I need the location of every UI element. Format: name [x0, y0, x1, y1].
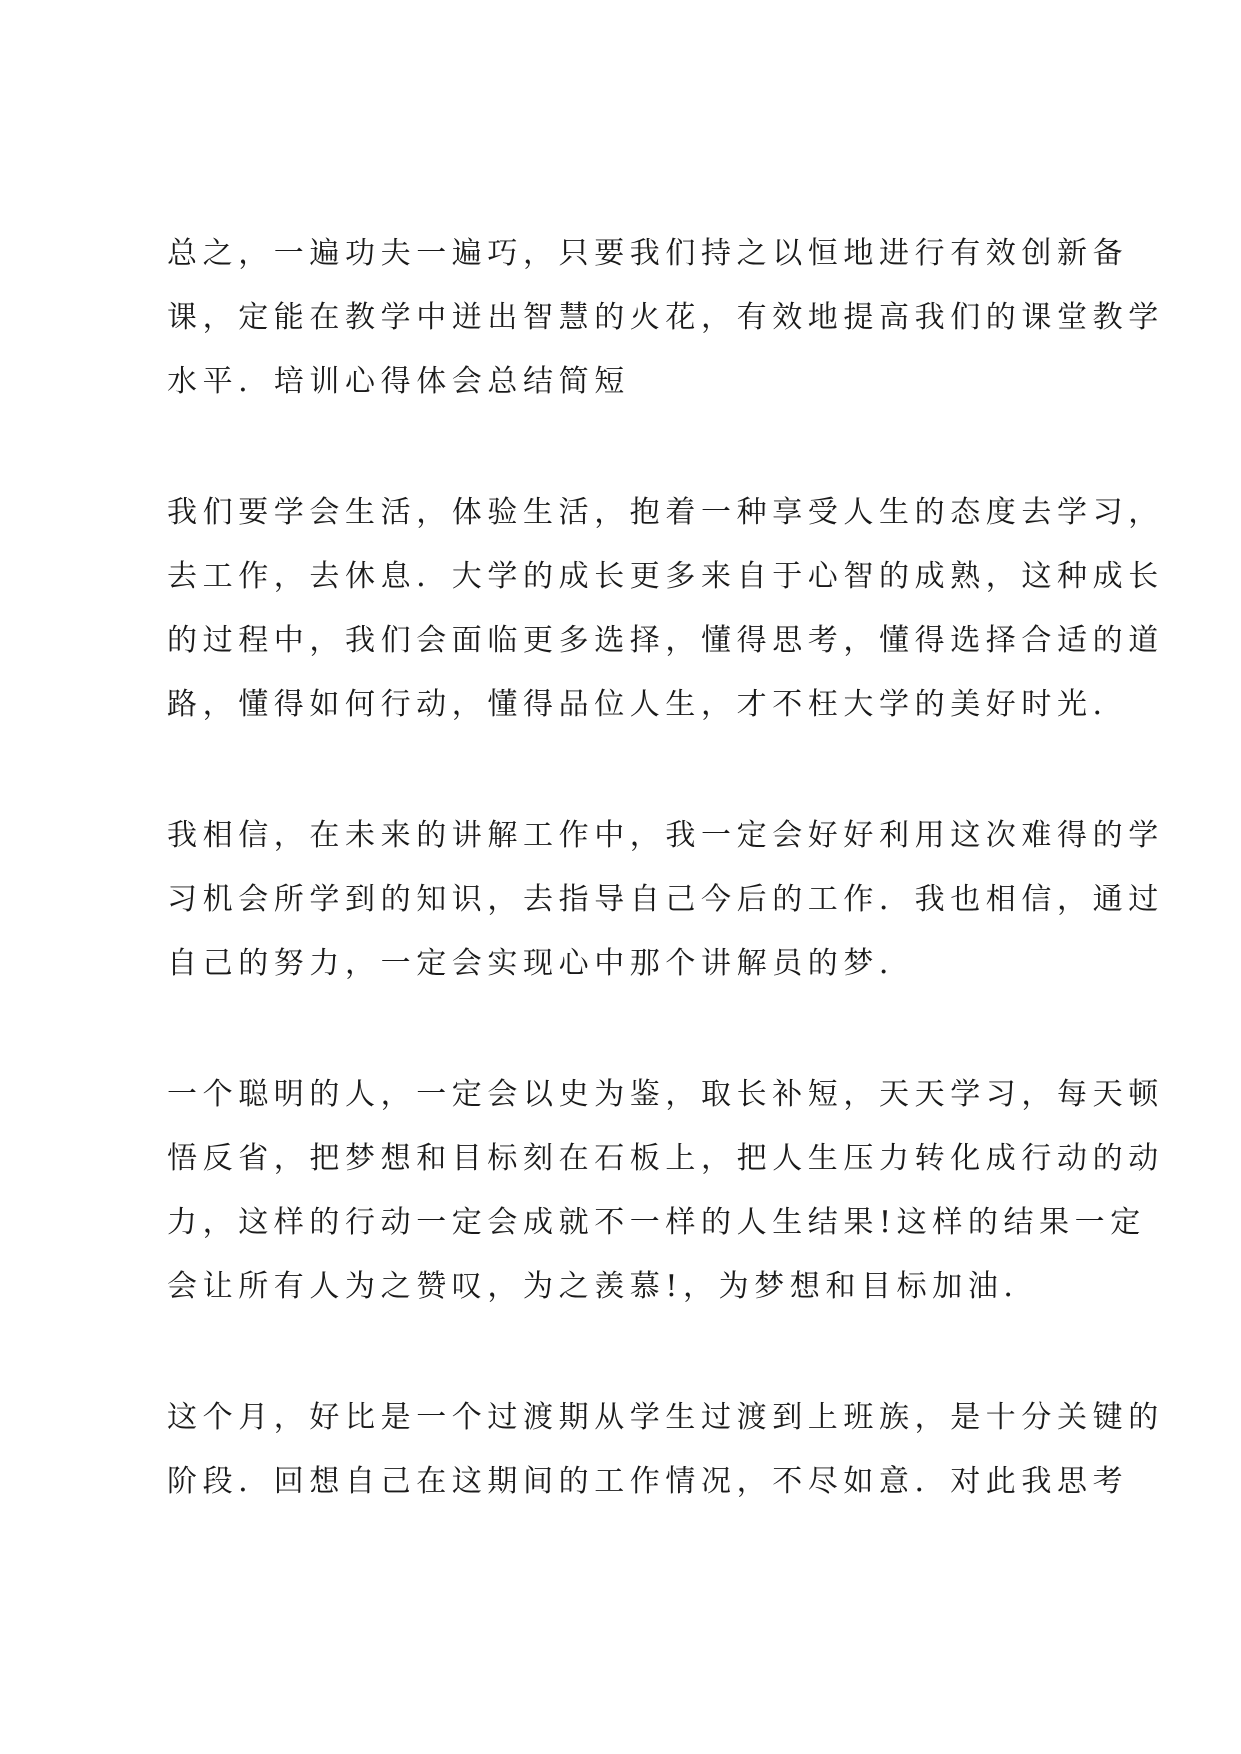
- document-body: [167, 222, 1164, 1581]
- text-line: 这个月，好比是一个过渡期从学生过渡到上班族，是十分关键的: [167, 1400, 1164, 1435]
- text-line: 力，这样的行动一定会成就不一样的人生结果!这样的结果一定: [167, 1205, 1146, 1240]
- text-line: 路，懂得如何行动，懂得品位人生，才不枉大学的美好时光．: [167, 687, 1129, 722]
- text-line: 课，定能在教学中迸出智慧的火花，有效地提高我们的课堂教学: [167, 300, 1164, 335]
- text-line: 总之，一遍功夫一遍巧，只要我们持之以恒地进行有效创新备: [167, 236, 1129, 271]
- text-line: 自己的努力，一定会实现心中那个讲解员的梦．: [167, 946, 915, 981]
- text-line: 会让所有人为之赞叹，为之羡慕!，为梦想和目标加油．: [167, 1269, 1040, 1304]
- text-line: 阶段．回想自己在这期间的工作情况，不尽如意．对此我思考: [167, 1464, 1129, 1499]
- text-line: 习机会所学到的知识，去指导自己今后的工作．我也相信，通过: [167, 882, 1164, 917]
- text-line: 的过程中，我们会面临更多选择，懂得思考，懂得选择合适的道: [167, 623, 1164, 658]
- paragraph-3: [167, 804, 1164, 996]
- text-line: 悟反省，把梦想和目标刻在石板上，把人生压力转化成行动的动: [167, 1141, 1164, 1176]
- paragraph-4: [167, 1063, 1164, 1319]
- paragraph-5: [167, 1386, 1164, 1514]
- text-line: 一个聪明的人，一定会以史为鉴，取长补短，天天学习，每天顿: [167, 1077, 1164, 1112]
- text-line: 我们要学会生活，体验生活，抱着一种享受人生的态度去学习，: [167, 495, 1164, 530]
- paragraph-1: [167, 222, 1164, 414]
- text-line: 去工作，去休息．大学的成长更多来自于心智的成熟，这种成长: [167, 559, 1164, 594]
- text-line: 我相信，在未来的讲解工作中，我一定会好好利用这次难得的学: [167, 818, 1164, 853]
- paragraph-2: [167, 481, 1164, 737]
- text-line: 水平．培训心得体会总结简短: [167, 364, 630, 399]
